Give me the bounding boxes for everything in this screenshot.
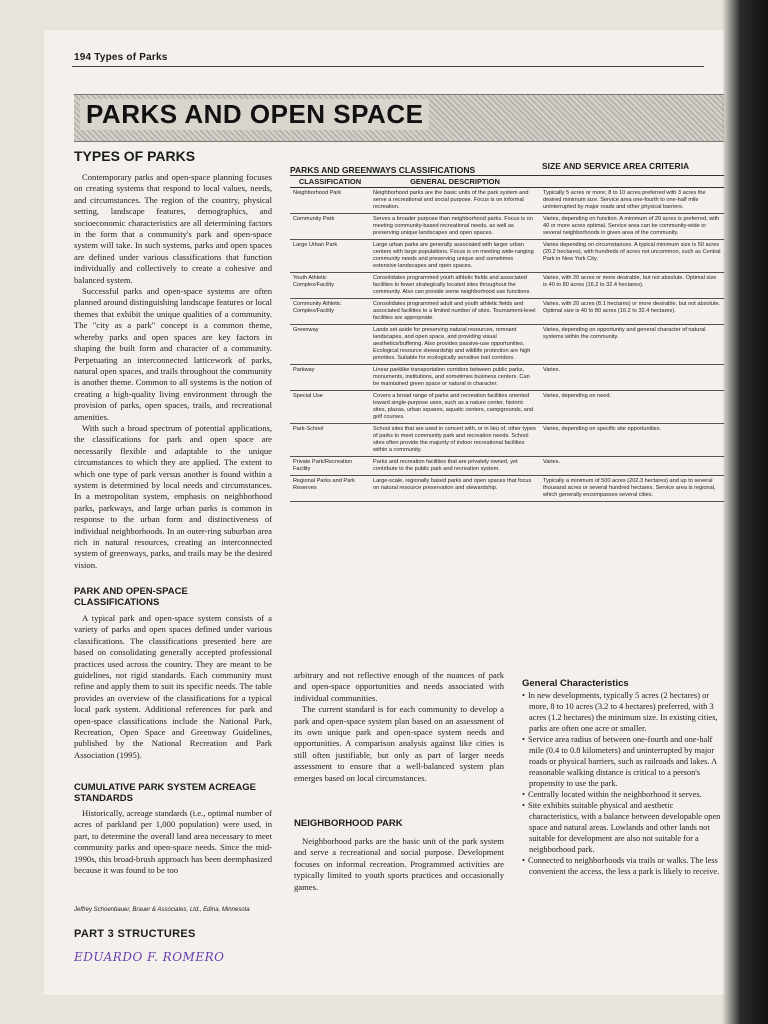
description-cell: Neighborhood parks are the basic units of the park system and serve a recreational and social purpose. Focus is on informal recreation. bbox=[370, 188, 540, 214]
description-cell: Lands set aside for preserving natural resources, remnant landscapes, and open space, and providing visual aesthetics/buffering. Also provides passive-use opportunities. Ecological resource stewardship and wildlife protection are high priorities. Suitable for ecologically sensitive trail corridors. bbox=[370, 325, 540, 365]
classification-cell: Community Athletic Complex/Facility bbox=[290, 299, 370, 325]
table-header-cell: GENERAL DESCRIPTION bbox=[370, 176, 540, 188]
intro-paragraph-2: Successful parks and open-space systems are often planned around distinguishing landscape features or local themes that exhibit the unique qualities of a community. The "city as a park" concept is a common theme, whereby parks and open spaces are key factors in shaping the built form and character of a community. Perpetuating an interconnected latticework of parks, natural open spaces, and trails throughout the community is another theme. Common to all systems is the notion of creating a high-quality living environment through the provision of parks, open spaces, trails, and recreational amenities. bbox=[74, 286, 272, 422]
running-header: 194 Types of Parks bbox=[74, 52, 168, 63]
description-cell: Consolidates programmed adult and youth athletic fields and associated facilities to a limited number of sites. Tournament-level facilities are appropriate. bbox=[370, 299, 540, 325]
classification-cell: Parkway bbox=[290, 365, 370, 391]
table-row bbox=[290, 273, 724, 299]
classifications-table bbox=[290, 161, 724, 502]
photo-credit: Jeffrey Schoenbauer, Brauer & Associates, Ltd., Edina, Minnesota bbox=[74, 907, 250, 913]
intro-paragraph-1: Contemporary parks and open-space planning focuses on creating systems that respond to local values, needs, and circumstances. The region of the country, physical setting, landscape features, demographics, and socioeconomic characteristics are all determining factors in the form that a community's park and open-space system will take. In such systems, parks and open spaces are defined under various classifications that function individually and collectively to create a cohesive and balanced system. bbox=[74, 172, 272, 285]
cumulative-text: Historically, acreage standards (i.e., optimal number of acres of parkland per 1,000 population) were used, in part, to determine the overall land area necessary to meet community parks and open-space needs. Since the mid-1990s, this broad-brush approach has been deemphasized because it was found to be too bbox=[74, 808, 272, 876]
criteria-cell: Varies, with 20 acres or more desirable, but not absolute. Optimal size is 40 to 80 acres (16.2 to 32.4 hectares). bbox=[540, 273, 724, 299]
classification-cell: Regional Parks and Park Reserves bbox=[290, 476, 370, 502]
table-title: PARKS AND GREENWAYS CLASSIFICATIONS bbox=[290, 165, 476, 175]
classification-cell: Greenway bbox=[290, 325, 370, 365]
description-cell: Consolidates programmed youth athletic fields and associated facilities to fewer strategically located sites throughout the community. Also can provide some neighborhood use functions. bbox=[370, 273, 540, 299]
classification-cell: Neighborhood Park bbox=[290, 188, 370, 214]
classification-cell: Private Park/Recreation Facility bbox=[290, 457, 370, 476]
part-label: PART 3 STRUCTURES bbox=[74, 928, 196, 940]
middle-paragraph-1: arbitrary and not reflective enough of the nuances of park and open-space opportunities and needs associated with individual communities. bbox=[294, 670, 504, 703]
classification-cell: Park-School bbox=[290, 424, 370, 457]
description-cell: Large-scale, regionally based parks and open spaces that focus on natural resource preservation and stewardship. bbox=[370, 476, 540, 502]
table-row bbox=[290, 188, 724, 214]
description-cell: Large urban parks are generally associated with larger urban centers with large populations. Focus is on meeting wide-ranging community needs and preserving unique and sometimes extensive landscapes and open spaces. bbox=[370, 240, 540, 273]
table-row bbox=[290, 299, 724, 325]
middle-text bbox=[294, 670, 504, 784]
chapter-title: PARKS AND OPEN SPACE bbox=[80, 99, 429, 130]
description-cell: Serves a broader purpose than neighborhood parks. Focus is on meeting community-based recreational needs, as well as preserving unique landscapes and open spaces. bbox=[370, 214, 540, 240]
classification-cell: Youth Athletic Complex/Facility bbox=[290, 273, 370, 299]
table-row bbox=[290, 365, 724, 391]
classification-cell: Community Park bbox=[290, 214, 370, 240]
general-characteristics-title: General Characteristics bbox=[522, 678, 629, 689]
scan-dark-edge bbox=[722, 0, 768, 1024]
cumulative-heading: CUMULATIVE PARK SYSTEM ACREAGE STANDARDS bbox=[74, 782, 256, 804]
criteria-cell: Varies. bbox=[540, 457, 724, 476]
middle-paragraph-2: The current standard is for each community to develop a park and open-space system plan based on an assessment of its own unique park and open-space system needs and opportunities. A comparison analysis against like cities is still often justifiable, but only as part of larger needs assessment to ensure that a well-balanced system plan emerges based on local circumstances. bbox=[294, 704, 504, 783]
neighborhood-heading: NEIGHBORHOOD PARK bbox=[294, 818, 403, 829]
criteria-cell: Varies depending on circumstances. A typical minimum size is 50 acres (20.2 hectares), with hundreds of acres not uncommon, such as Central Park in New York City. bbox=[540, 240, 724, 273]
table-row bbox=[290, 424, 724, 457]
list-item: • Service area radius of between one-fourth and one-half mile (0.4 to 0.8 kilometers) and uninterrupted by major roads or physical barriers, such as railroads and lakes. A reasonable walking distance is critical to a person's propensity to use the park. bbox=[522, 734, 722, 789]
table-header-cell bbox=[540, 176, 724, 188]
table-row bbox=[290, 214, 724, 240]
criteria-cell: Varies, with 20 acres (8.1 hectares) or more desirable, but not absolute. Optimal size is 40 to 80 acres (16.2 to 32.4 hectares). bbox=[540, 299, 724, 325]
section-title: TYPES OF PARKS bbox=[74, 148, 196, 164]
table-header-cell: CLASSIFICATION bbox=[290, 176, 370, 188]
classification-cell: Special Use bbox=[290, 391, 370, 424]
criteria-cell: Varies, depending on opportunity and general character of natural systems within the community. bbox=[540, 325, 724, 365]
description-cell: Covers a broad range of parks and recreation facilities oriented toward single-purpose uses, such as a nature center, historic sites, plazas, urban squares, aquatic centers, campgrounds, and golf courses. bbox=[370, 391, 540, 424]
criteria-cell: Typically a minimum of 500 acres (202.3 hectares) and up to several thousand acres or several hundred hectares. Service area is regional, which generally encompasses several cities. bbox=[540, 476, 724, 502]
table bbox=[290, 175, 724, 502]
handwritten-name: EDUARDO F. ROMERO bbox=[74, 950, 225, 964]
criteria-cell: Varies. bbox=[540, 365, 724, 391]
book-page bbox=[44, 30, 724, 995]
header-rule bbox=[72, 66, 704, 67]
table-row bbox=[290, 240, 724, 273]
general-characteristics-list bbox=[522, 690, 722, 877]
table-row bbox=[290, 457, 724, 476]
list-item: • In new developments, typically 5 acres (2 hectares) or more, 8 to 10 acres (3.2 to 4 hectares) preferred, with 3 acres (1.2 hectares) the minimum size. In existing cities, parks are often one acre or smaller. bbox=[522, 690, 722, 734]
criteria-cell: Varies, depending on specific site opportunities. bbox=[540, 424, 724, 457]
list-item: • Site exhibits suitable physical and aesthetic characteristics, with a balance between developable open space and natural areas. Lowlands and other lands not suitable for development are also not suitable for a neighborhood park. bbox=[522, 800, 722, 855]
table-header-row bbox=[290, 176, 724, 188]
intro-paragraph-3: With such a broad spectrum of potential applications, the classifications for park and open space are necessarily flexible and adaptable to the unique circumstances to which they are applied. The extent to which one type of park versus another is found within a system is determined by local needs and circumstances. In a metropolitan system, emphasis on neighborhood parks, parkways, and large urban parks is common in response to the urban form and distinctiveness of individual neighborhoods. In an outer-ring suburban area rich in natural resources, creating an interconnected system of greenways, parks, and trails may be the desired vision. bbox=[74, 422, 272, 570]
table-title-right: SIZE AND SERVICE AREA CRITERIA bbox=[542, 161, 690, 171]
description-cell: Parks and recreation facilities that are privately owned, yet contribute to the public park and recreation system. bbox=[370, 457, 540, 476]
classifications-heading: PARK AND OPEN-SPACE CLASSIFICATIONS bbox=[74, 586, 188, 608]
intro-text bbox=[74, 172, 272, 571]
description-cell: School sites that are used in concert with, or in lieu of, other types of parks to meet community park and recreation needs. School sites often provide the majority of indoor recreational facilities within a community. bbox=[370, 424, 540, 457]
table-row bbox=[290, 476, 724, 502]
list-item: • Centrally located within the neighborhood it serves. bbox=[522, 789, 722, 800]
criteria-cell: Varies, depending on function. A minimum of 20 acres is preferred, with 40 or more acres optimal. Service area can be community-wide or several neighborhoods in given area of the community. bbox=[540, 214, 724, 240]
criteria-cell: Varies, depending on need. bbox=[540, 391, 724, 424]
criteria-cell: Typically 5 acres or more; 8 to 10 acres preferred with 3 acres the desired minimum size. Service area one-fourth to one-half mile uninterrupted by major roads and other physical barriers. bbox=[540, 188, 724, 214]
classification-cell: Large Urban Park bbox=[290, 240, 370, 273]
chapter-banner bbox=[74, 94, 724, 142]
description-cell: Linear parklike transportation corridors between public parks, monuments, institutions, and sometimes business centers. Can be maintained green space or natural in character. bbox=[370, 365, 540, 391]
table-title-row bbox=[290, 161, 724, 175]
classifications-text: A typical park and open-space system consists of a variety of parks and open spaces defined under various classifications. The classifications presented here are based on consolidating generally accepted professional practices used across the country. They are meant to be guidelines, not rigid standards. Each community must refine and apply them to suit its specific needs. The table provides an overview of the classifications for a typical local park system. Additional references for park and open-space classifications include the National Park, Recreation, Open Space and Greenway Guidelines, published by the National Recreation and Park Association (1995). bbox=[74, 613, 272, 760]
neighborhood-text: Neighborhood parks are the basic unit of the park system and serve a recreational and social purpose. Development focuses on informal recreation. Programmed activities are typically limited to youth sports practices and occasionally games. bbox=[294, 836, 504, 892]
list-item: • Connected to neighborhoods via trails or walks. The less convenient the access, the less a park is likely to receive. bbox=[522, 855, 722, 877]
table-row bbox=[290, 391, 724, 424]
table-row bbox=[290, 325, 724, 365]
